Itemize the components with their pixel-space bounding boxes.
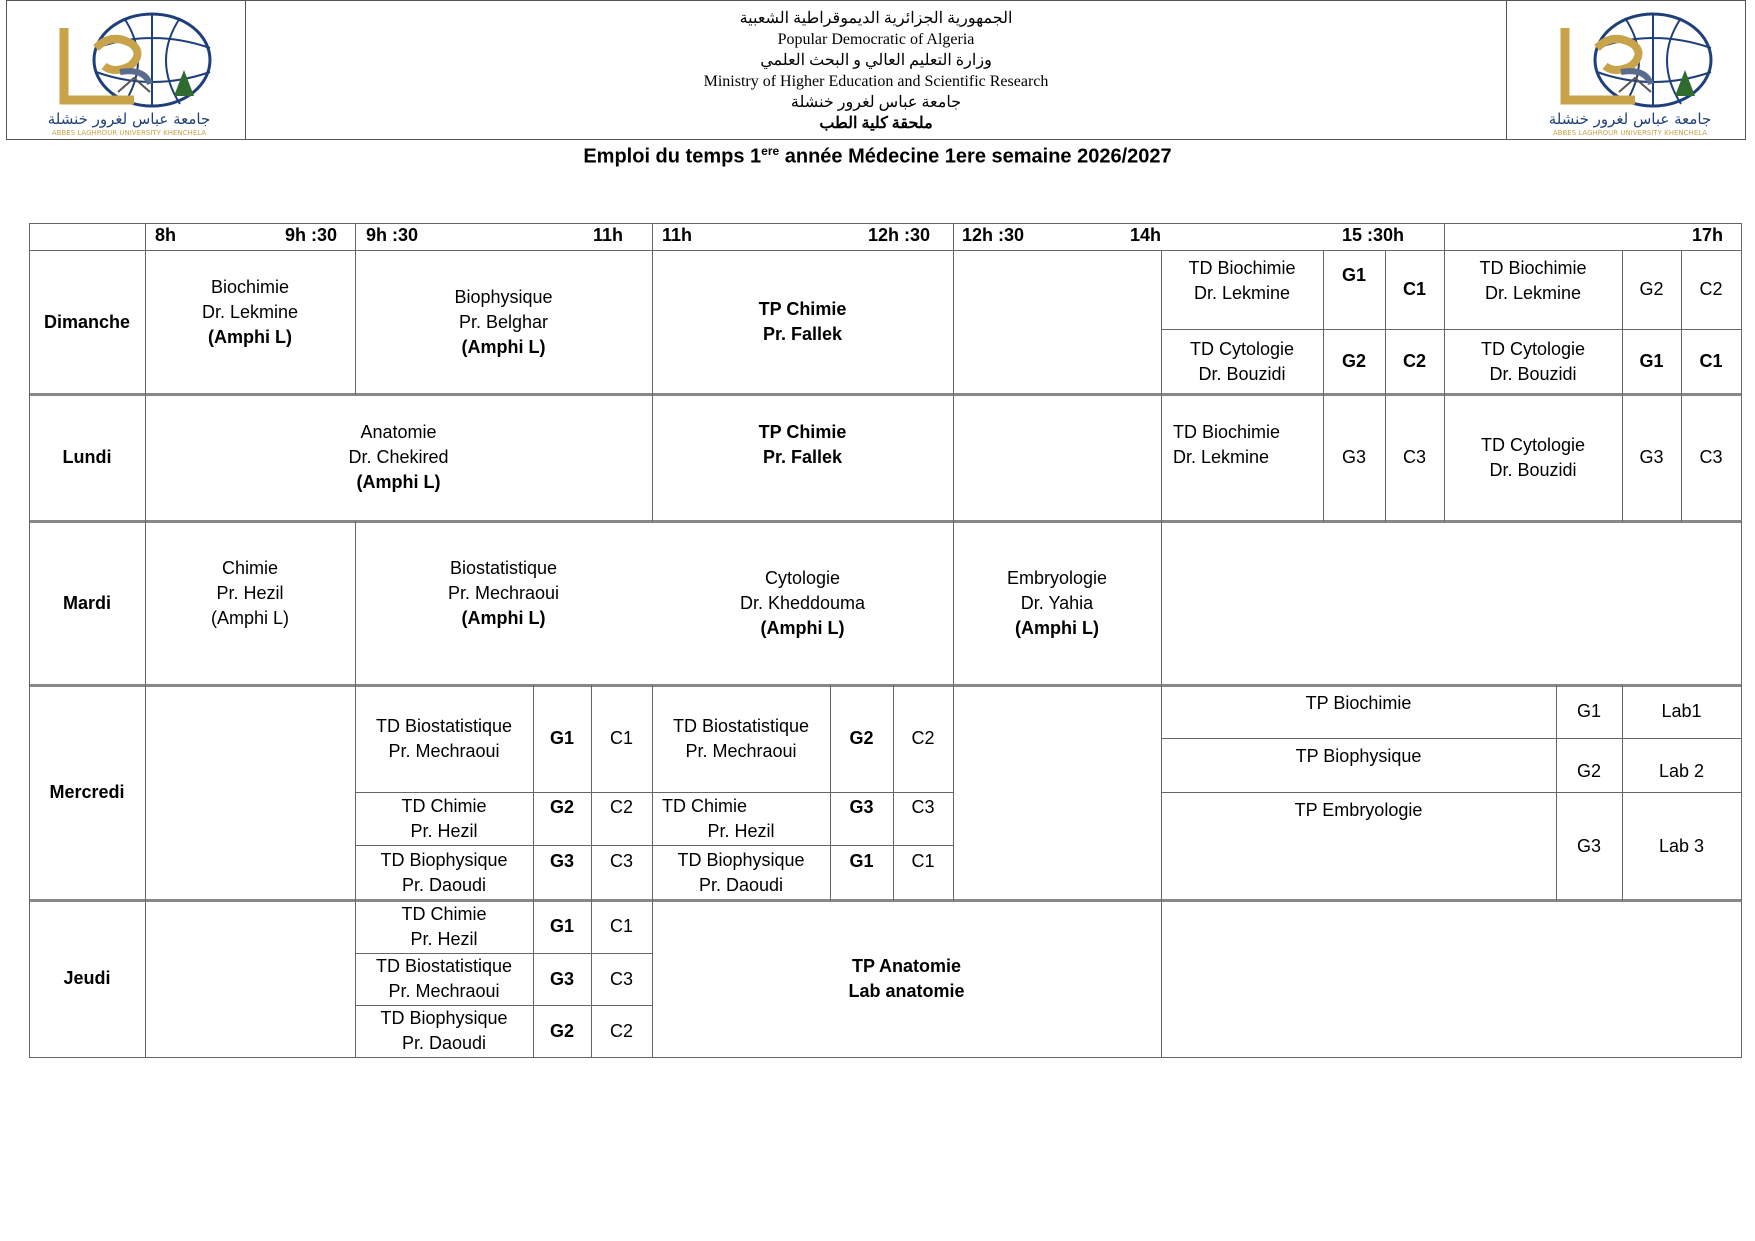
group-cell: G2 [549, 1020, 574, 1041]
room-cell: C2 [1402, 351, 1426, 371]
group-cell: G3 [1639, 447, 1664, 467]
td-session-cell: TD Cytologie Dr. Bouzidi [1480, 434, 1586, 480]
room-cell: C3 [609, 968, 633, 989]
day-dimanche: Dimanche [43, 311, 131, 332]
room-cell: C2 [609, 1020, 633, 1041]
day-lundi: Lundi [62, 447, 112, 467]
header-ministry: Ministry of Higher Education and Scientific Research [703, 73, 1049, 90]
grid-line [953, 223, 954, 251]
grid-line [1444, 223, 1445, 251]
td-session-cell: TD Biostatistique Pr. Mechraoui [375, 715, 513, 761]
session-cell: Chimie Pr. Hezil (Amphi L) [210, 557, 290, 628]
room-cell: C3 [609, 851, 633, 871]
room-cell: C2 [911, 728, 935, 748]
room-cell: C3 [911, 797, 935, 817]
session-cell: Biostatistique Pr. Mechraoui (Amphi L) [447, 557, 560, 628]
td-session-cell: TD Biophysique Pr. Daoudi [380, 1008, 508, 1053]
grid-line [29, 1057, 1742, 1058]
room-cell: C1 [911, 851, 935, 871]
td-session-cell: TD Biophysique Pr. Daoudi [380, 849, 508, 895]
time-label: 14h [1130, 225, 1162, 245]
group-cell: G2 [1341, 351, 1366, 371]
day-mercredi: Mercredi [49, 782, 125, 802]
lab-cell: Lab 3 [1658, 835, 1705, 856]
session-cell: TP Chimie Pr. Fallek [758, 422, 847, 467]
td-session-cell: TD Chimie Pr. Hezil [662, 795, 775, 841]
university-logo-icon [34, 8, 224, 136]
header-republic: Popular Democratic of Algeria [777, 31, 975, 48]
room-cell: C1 [609, 728, 633, 748]
time-label: 9h :30 [285, 225, 338, 245]
group-cell: G1 [1341, 265, 1366, 285]
session-cell: Embryologie Dr. Yahia (Amphi L) [1006, 567, 1108, 638]
session-cell: Cytologie Dr. Kheddouma (Amphi L) [739, 567, 866, 638]
day-jeudi: Jeudi [63, 968, 111, 988]
session-cell: Anatomie Dr. Chekired (Amphi L) [348, 422, 449, 492]
header-arabic-university: جامعة عباس لغرور خنشلة [790, 94, 962, 111]
logo-arabic-name: جامعة عباس لغرور خنشلة [1548, 110, 1712, 128]
logo-arabic-name: جامعة عباس لغرور خنشلة [47, 110, 211, 128]
group-cell: G2 [1576, 760, 1601, 781]
td-session-cell: TD Cytologie Dr. Bouzidi [1189, 338, 1295, 384]
td-session-cell: TD Biochimie Dr. Lekmine [1479, 257, 1587, 303]
time-label: 11h [662, 225, 693, 245]
time-label: 8h [155, 225, 177, 245]
grid-line [1741, 223, 1742, 1058]
tp-session-cell: TP Anatomie Lab anatomie [848, 955, 965, 1001]
grid-line [29, 223, 1742, 224]
group-cell: G3 [849, 797, 874, 817]
header-arabic-annex: ملحقة كلية الطب [819, 115, 933, 132]
group-cell: G3 [1576, 835, 1601, 856]
session-cell: Biophysique Pr. Belghar (Amphi L) [454, 286, 553, 357]
group-cell: G2 [1639, 279, 1664, 299]
tp-session-cell: TP Biophysique [1295, 746, 1422, 766]
university-logo-left [6, 0, 246, 140]
day-mardi: Mardi [62, 592, 111, 613]
grid-line [953, 685, 954, 901]
room-cell: C2 [1699, 279, 1723, 299]
page-title: Emploi du temps 1ere année Médecine 1ere semaine 2026/2027 [583, 144, 1172, 168]
lab-cell: Lab1 [1661, 701, 1702, 721]
group-cell: G1 [849, 851, 874, 871]
time-label: 12h :30 [962, 225, 1025, 245]
header-text [246, 8, 1506, 134]
td-session-cell: TD Biostatistique Pr. Mechraoui [375, 956, 513, 1001]
group-cell: G3 [549, 851, 574, 871]
time-label: 12h :30 [868, 225, 931, 245]
header-arabic-ministry: وزارة التعليم العالي و البحث العلمي [760, 52, 992, 69]
td-session-cell: TD Chimie Pr. Hezil [401, 903, 487, 949]
header-arabic-republic: الجمهورية الجزائرية الديموقراطية الشعبية [739, 10, 1013, 27]
group-cell: G3 [1341, 447, 1366, 467]
room-cell: C3 [1402, 447, 1426, 467]
time-label: 15 :30h [1342, 225, 1405, 245]
group-cell: G1 [1576, 701, 1601, 721]
td-session-cell: TD Cytologie Dr. Bouzidi [1480, 338, 1586, 384]
session-cell: Biochimie Dr. Lekmine (Amphi L) [201, 276, 299, 347]
tp-session-cell: TP Biochimie [1305, 693, 1412, 713]
group-cell: G2 [549, 797, 574, 817]
grid-line [355, 223, 356, 251]
td-session-cell: TD Biochimie Dr. Lekmine [1188, 257, 1296, 303]
session-cell: TP Chimie Pr. Fallek [758, 299, 847, 344]
grid-line [652, 223, 653, 251]
td-session-cell: TD Biophysique Pr. Daoudi [677, 849, 805, 895]
tp-session-cell: TP Embryologie [1294, 800, 1423, 820]
university-logo-right [1506, 0, 1746, 140]
group-cell: G1 [549, 728, 574, 748]
group-cell: G1 [549, 916, 574, 936]
td-session-cell: TD Biochimie Dr. Lekmine [1173, 422, 1281, 467]
group-cell: G2 [849, 728, 874, 748]
logo-latin-name: ABBES LAGHROUR UNIVERSITY KHENCHELA [51, 129, 207, 136]
room-cell: C2 [609, 797, 633, 817]
time-label: 9h :30 [366, 225, 419, 245]
td-session-cell: TD Chimie Pr. Hezil [401, 795, 487, 841]
room-cell: C1 [1402, 279, 1426, 299]
room-cell: C1 [1699, 351, 1723, 371]
group-cell: G3 [549, 968, 574, 989]
lab-cell: Lab 2 [1658, 760, 1705, 781]
time-label: 17h [1692, 225, 1724, 245]
room-cell: C3 [1699, 447, 1723, 467]
td-session-cell: TD Biostatistique Pr. Mechraoui [672, 715, 810, 761]
room-cell: C1 [609, 916, 633, 936]
logo-latin-name: ABBES LAGHROUR UNIVERSITY KHENCHELA [1552, 129, 1708, 136]
time-label: 11h [593, 225, 624, 245]
group-cell: G1 [1639, 351, 1664, 371]
university-logo-icon [1535, 8, 1725, 136]
